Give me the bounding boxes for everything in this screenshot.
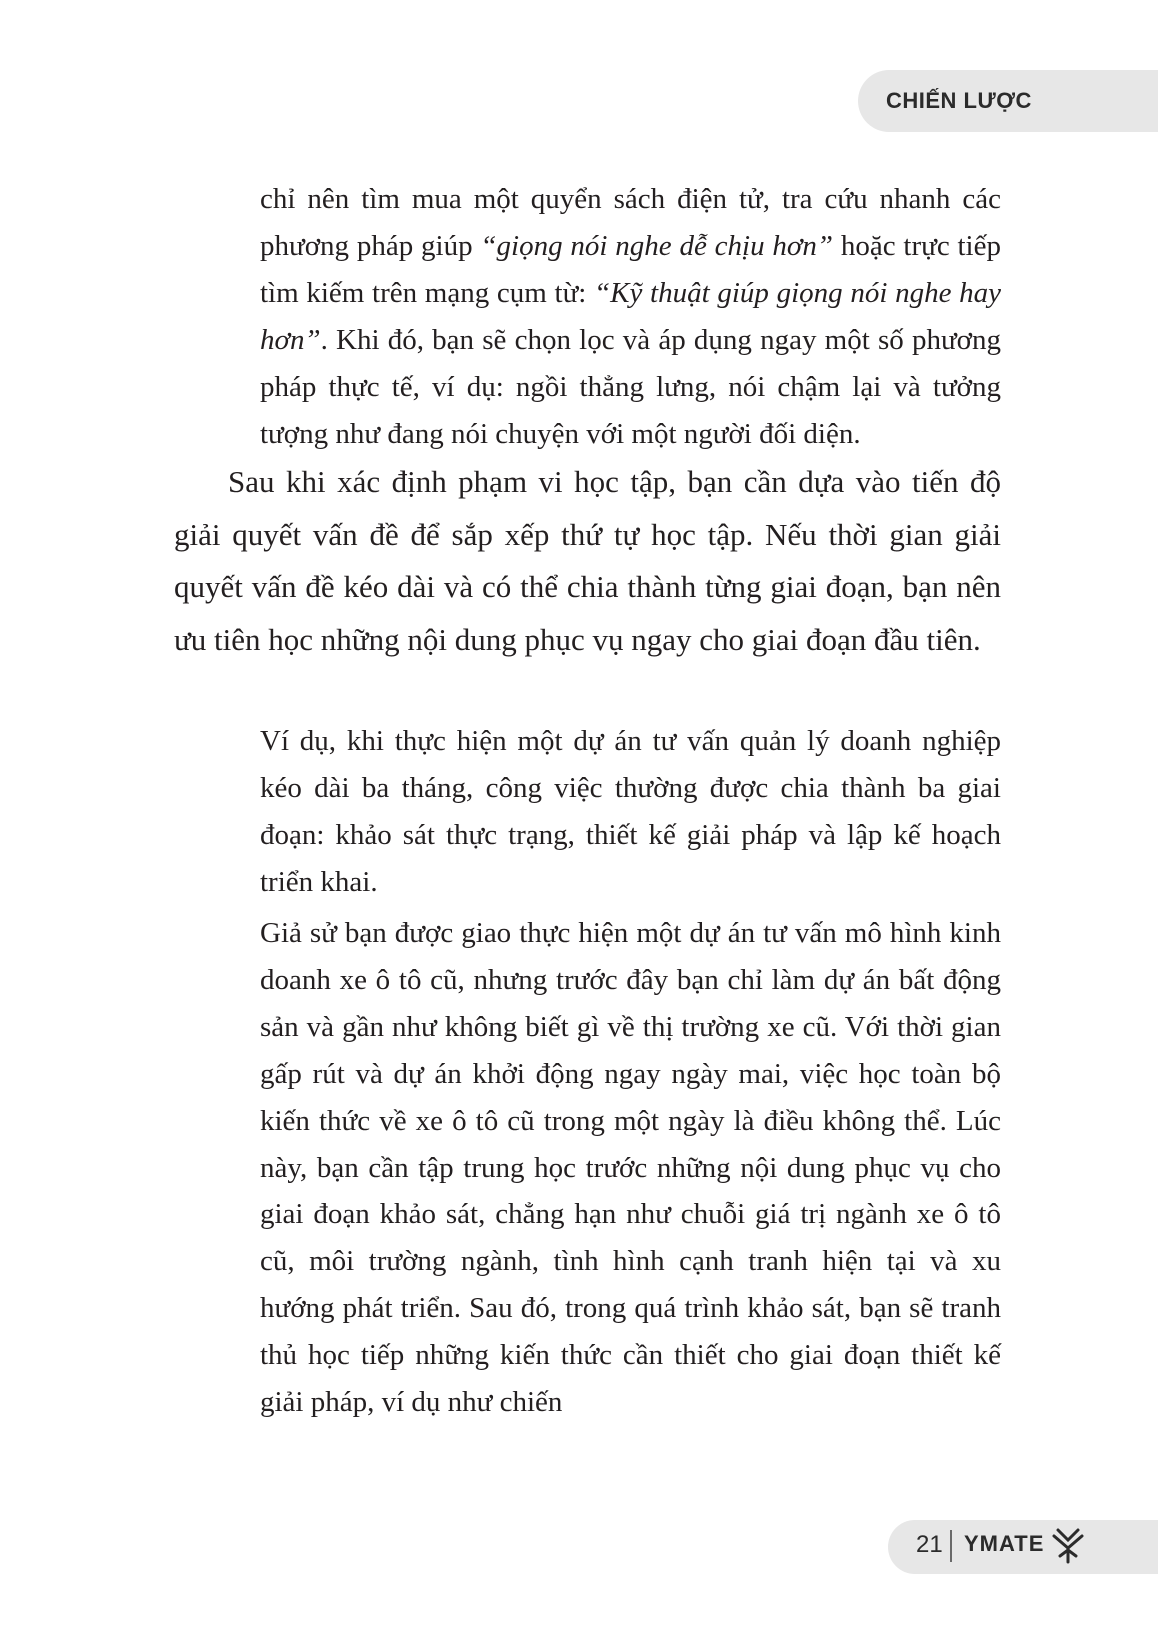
paragraph-example-used-cars: Giả sử bạn được giao thực hiện một dự án tư vấn mô hình kinh doanh xe ô tô cũ, nhưng trước đây bạn chỉ làm dự án bất động sản và gần như không biết gì về thị trường xe cũ. Với thời gian gấp rút và dự án khởi động ngay ngày mai, việc học toàn bộ kiến thức về xe ô tô cũ trong một ngày là điều không thể. Lúc này, bạn cần tập trung học trước những nội dung phục vụ cho giai đoạn khảo sát, chẳng hạn như chuỗi giá trị ngành xe ô tô cũ, môi trường ngành, tình hình cạnh tranh hiện tại và xu hướng phát triển. Sau đó, trong quá trình khảo sát, bạn sẽ tranh thủ học tiếp những kiến thức cần thiết cho giai đoạn thiết kế giải pháp, ví dụ như chiến	[260, 917, 1001, 1419]
paragraph-example-consulting: Ví dụ, khi thực hiện một dự án tư vấn quản lý doanh nghiệp kéo dài ba tháng, công việc thường được chia thành ba giai đoạn: khảo sát thực trạng, thiết kế giải pháp và lập kế hoạch triển khai.	[260, 725, 1001, 898]
footer-divider	[950, 1530, 952, 1562]
section-title: CHIẾN LƯỢC	[886, 88, 1032, 113]
text-segment: chỉ nên tìm mua một quyển sách điện tử, tra cứu nhanh các phương pháp giúp	[260, 183, 1001, 262]
italic-quote: “giọng nói nghe dễ chịu hơn”	[480, 229, 834, 262]
brand-name: YMATE	[964, 1531, 1045, 1556]
paragraph-ebook-tip	[260, 176, 1001, 457]
text-segment: hoặc trực tiếp tìm kiếm trên mạng cụm từ:	[260, 229, 1001, 309]
ymate-logo-icon	[1048, 1526, 1088, 1566]
page-number: 21	[916, 1531, 943, 1558]
italic-quote: “Kỹ thuật giúp giọng nói nghe hay hơn”	[260, 276, 1001, 356]
paragraph-learning-order: Sau khi xác định phạm vi học tập, bạn cần dựa vào tiến độ giải quyết vấn đề để sắp xếp thứ tự học tập. Nếu thời gian giải quyết vấn đề kéo dài và có thể chia thành từng giai đoạn, bạn nên ưu tiên học những nội dung phục vụ ngay cho giai đoạn đầu tiên.	[174, 464, 1001, 657]
text-segment: . Khi đó, bạn sẽ chọn lọc và áp dụng ngay một số phương pháp thực tế, ví dụ: ngồi thẳng lưng, nói chậm lại và tưởng tượng như đang nói chuyện với một người đối diện.	[260, 323, 1001, 450]
